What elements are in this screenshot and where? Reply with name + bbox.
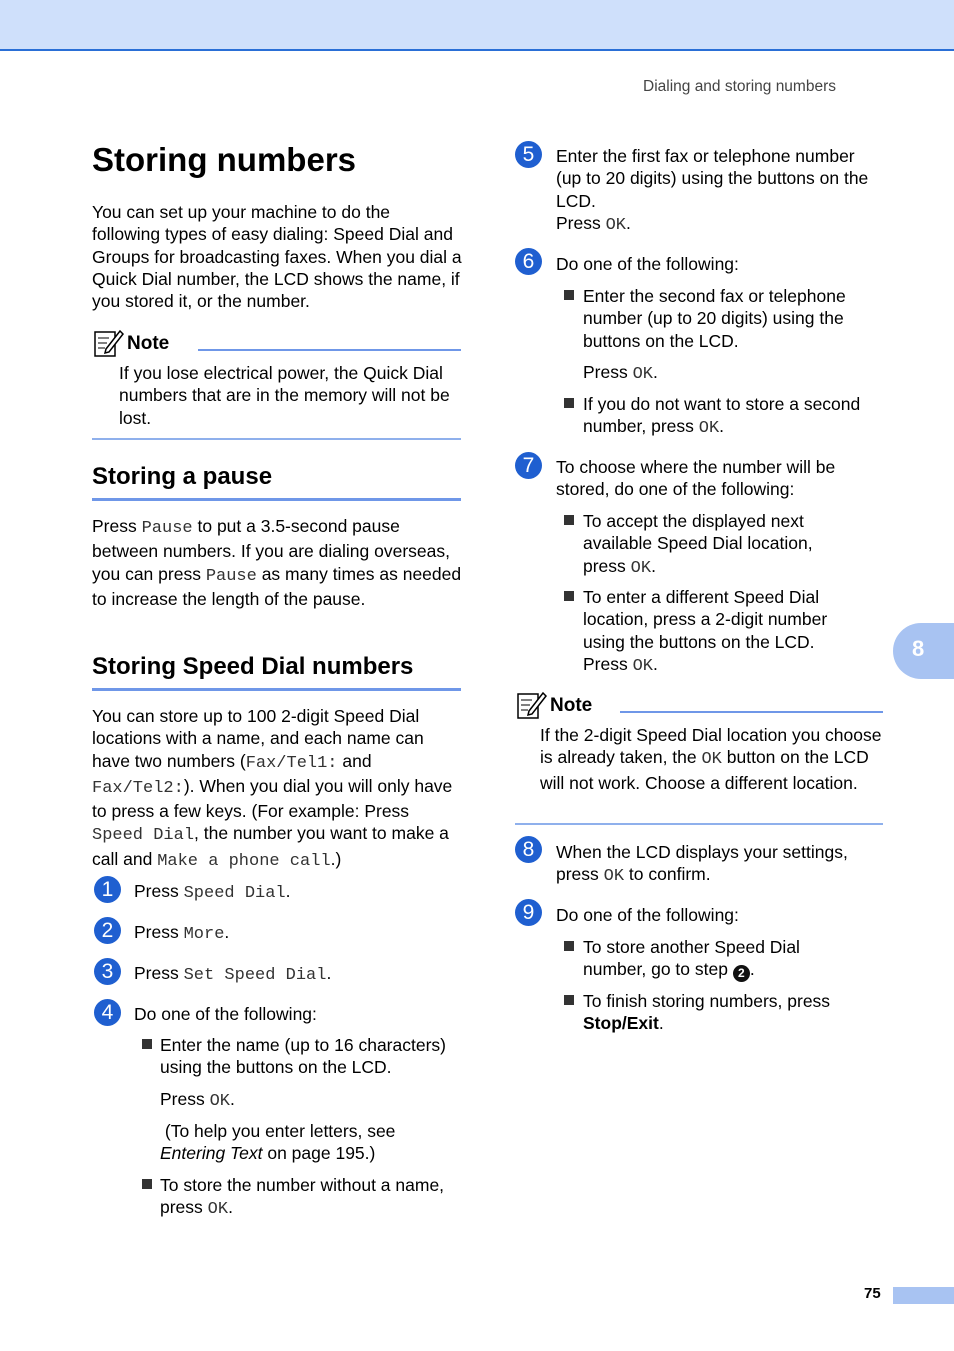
- step-7-text: To choose where the number will be stored, do one of the following:: [556, 457, 836, 500]
- note-label: Note: [127, 333, 170, 354]
- step-4-help-text: (To help you enter letters, see Entering Text on page 195.): [160, 1121, 396, 1164]
- pause-paragraph: Press Pause to put a 3.5-second pause between numbers. If you are dialing overseas, you can press Pause as many times as needed to increase the length of the pause.: [92, 516, 462, 609]
- step-4-bullet-1: Enter the name (up to 16 characters) using the buttons on the LCD.: [160, 1035, 446, 1078]
- note-pencil-icon: [92, 327, 124, 359]
- step-number-9: 9: [515, 899, 542, 926]
- speed-dial-paragraph: You can store up to 100 2-digit Speed Dial locations with a name, and each name can have two numbers (Fax/Tel1: and Fax/Tel2:). When you dial you will only have to press a few keys. (For example: Press Speed Dial, the number you want to make a call and Make a phone call.): [92, 706, 453, 871]
- page-number-bar: [893, 1287, 954, 1304]
- section-heading-speed-dial: Storing Speed Dial numbers: [92, 653, 414, 680]
- bullet-square-icon: [564, 591, 574, 601]
- bullet-square-icon: [564, 290, 574, 300]
- note-header: [92, 327, 461, 359]
- step-number-7: 7: [515, 452, 542, 479]
- bullet-square-icon: [142, 1039, 152, 1049]
- section-heading-pause: Storing a pause: [92, 463, 273, 490]
- step-number-2: 2: [94, 917, 121, 944]
- step-9-text: Do one of the following:: [556, 905, 739, 925]
- step-7-bullet-2: To enter a different Speed Dial location, press a 2-digit number using the buttons on the LCD. Press OK.: [583, 587, 828, 676]
- note-bottom-rule: [92, 438, 461, 440]
- note-header: [515, 689, 883, 721]
- bullet-square-icon: [142, 1179, 152, 1189]
- link-entering-text[interactable]: Entering Text: [160, 1143, 263, 1164]
- step-number-5: 5: [515, 141, 542, 168]
- page-title: Storing numbers: [92, 141, 357, 178]
- bullet-square-icon: [564, 995, 574, 1005]
- step-number-3: 3: [94, 958, 121, 985]
- chapter-number: 8: [912, 636, 925, 661]
- note-pencil-icon: [515, 689, 547, 721]
- step-4-bullet-1-press: Press OK.: [160, 1089, 235, 1111]
- running-header: Dialing and storing numbers: [643, 78, 836, 95]
- note-line: [198, 349, 461, 351]
- step-5-text: Enter the first fax or telephone number (up to 20 digits) using the buttons on the LCD. Press OK.: [556, 146, 869, 235]
- step-7-bullet-1: To accept the displayed next available Speed Dial location, press OK.: [583, 511, 813, 578]
- note-label: Note: [550, 695, 593, 716]
- page-number: 75: [864, 1285, 881, 1302]
- step-number-4: 4: [94, 999, 121, 1026]
- step-1-text: Press Speed Dial.: [134, 881, 291, 903]
- step-4-text: Do one of the following:: [134, 1004, 317, 1024]
- heading-rule: [92, 688, 461, 691]
- note-text: If you lose electrical power, the Quick Dial numbers that are in the memory will not be lost.: [119, 363, 450, 428]
- top-banner: [0, 0, 954, 51]
- intro-paragraph: You can set up your machine to do the following types of easy dialing: Speed Dial and Groups for broadcasting faxes. When you dial a Quick Dial number, the LCD shows the name, if you stored it, or the number.: [92, 202, 462, 312]
- note-bottom-rule: [515, 823, 883, 825]
- key-pause: Pause: [141, 519, 193, 538]
- heading-rule: [92, 498, 461, 501]
- step-6-bullet-1-press: Press OK.: [583, 362, 658, 384]
- step-6-bullet-1: Enter the second fax or telephone number (up to 20 digits) using the buttons on the LCD.: [583, 286, 846, 351]
- bullet-square-icon: [564, 398, 574, 408]
- step-6-text: Do one of the following:: [556, 254, 739, 274]
- step-9-bullet-2: To finish storing numbers, press Stop/Exit.: [583, 991, 831, 1034]
- step-number-6: 6: [515, 248, 542, 275]
- step-2-text: Press More.: [134, 922, 230, 944]
- note-text: If the 2-digit Speed Dial location you choose is already taken, the OK button on the LCD will not work. Choose a different location.: [540, 725, 882, 793]
- step-6-bullet-2: If you do not want to store a second number, press OK.: [583, 394, 861, 439]
- step-ref-icon[interactable]: 2: [733, 965, 750, 982]
- bullet-square-icon: [564, 941, 574, 951]
- step-number-1: 1: [94, 876, 121, 903]
- step-number-8: 8: [515, 836, 542, 863]
- note-line: [620, 711, 883, 713]
- step-3-text: Press Set Speed Dial.: [134, 963, 332, 985]
- bullet-square-icon: [564, 515, 574, 525]
- step-9-bullet-1: To store another Speed Dial number, go to step 2 .: [583, 937, 800, 981]
- step-4-bullet-2: To store the number without a name, press OK.: [160, 1175, 445, 1220]
- step-8-text: When the LCD displays your settings, press OK to confirm.: [556, 842, 848, 887]
- key-pause: Pause: [205, 566, 257, 586]
